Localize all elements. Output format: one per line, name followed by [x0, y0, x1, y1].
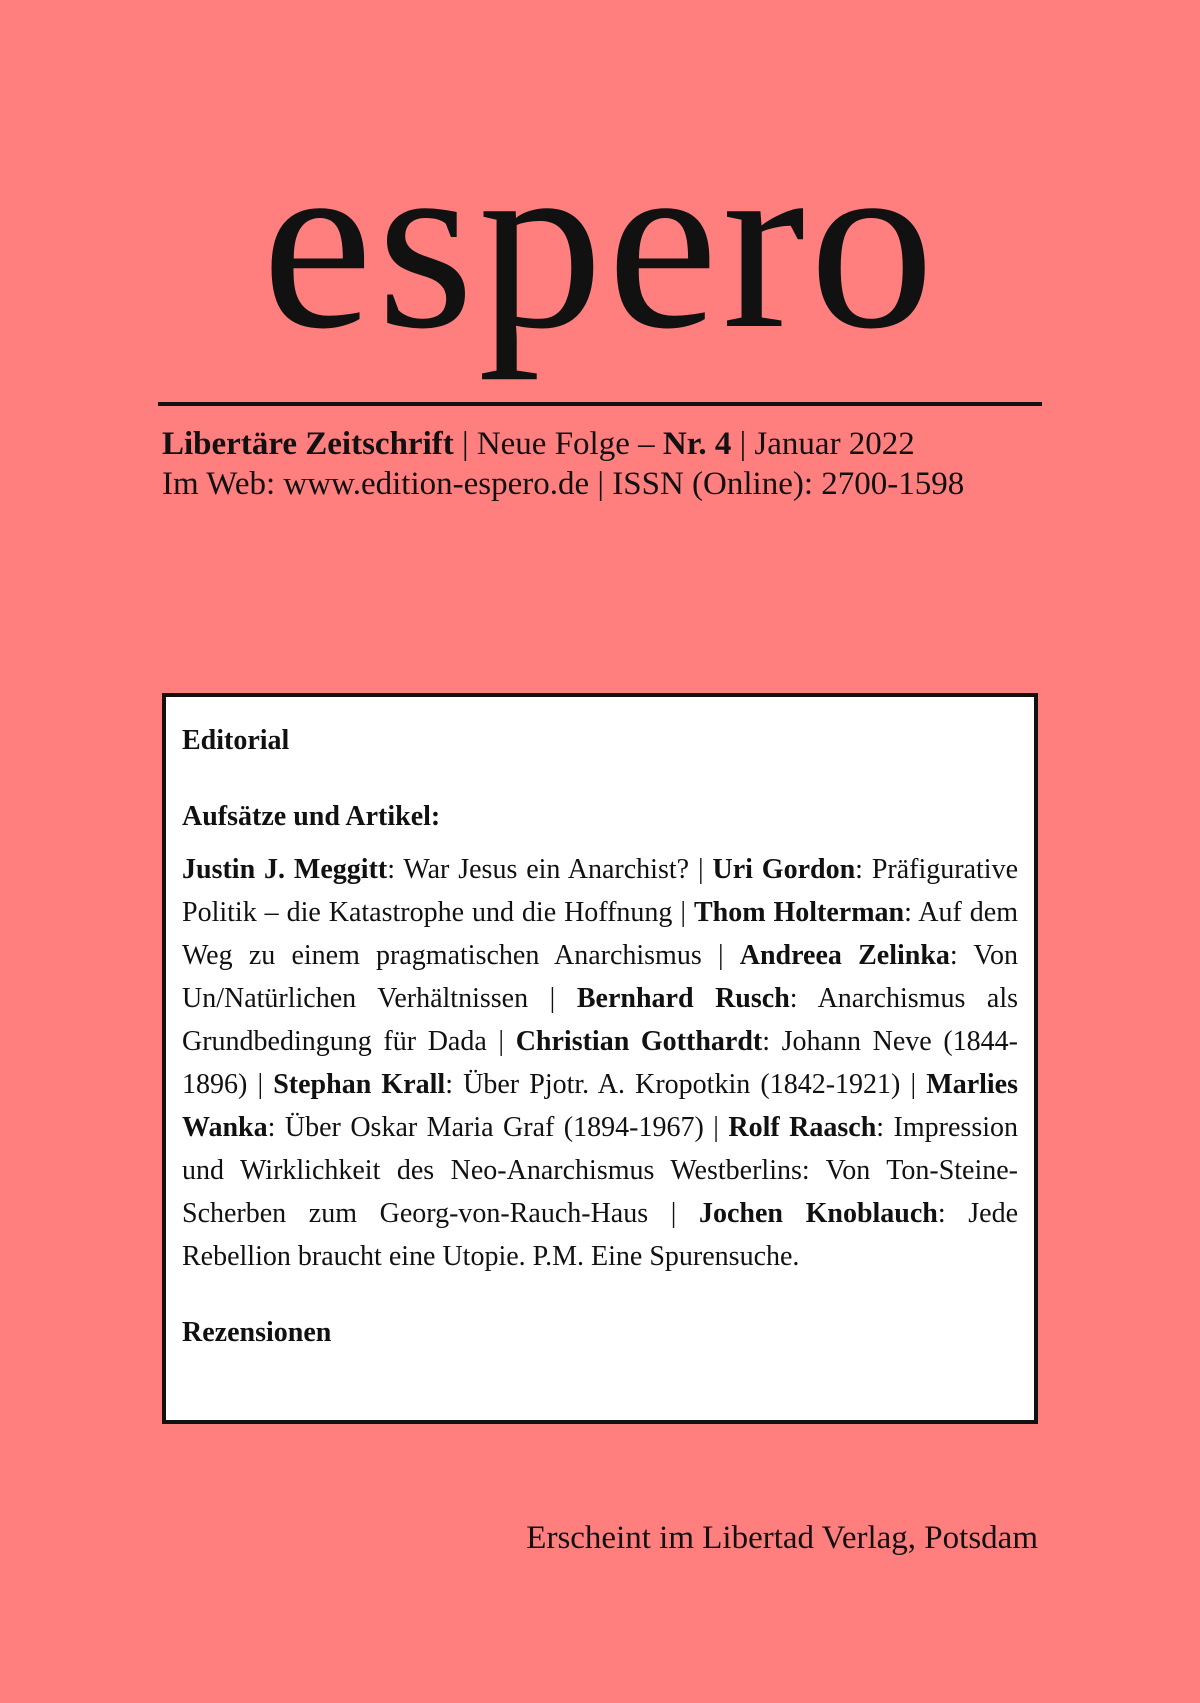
article-author: Justin J. Meggitt	[182, 854, 388, 885]
article-title: : Impression und Wirklichkeit des Neo-Anarchismus Westberlins: Von Ton-Steine-Scherben zum Georg-von-Rauch-Haus	[182, 1112, 1018, 1229]
masthead-title: espero	[261, 104, 939, 381]
article-separator: |	[900, 1069, 927, 1100]
article-separator: |	[247, 1069, 274, 1100]
article-title: : Von Un/Natürlichen Verhältnissen	[182, 940, 1019, 1014]
article-author: Rolf Raasch	[728, 1112, 877, 1143]
article-title: : Jede Rebellion braucht eine Utopie. P.M. Eine Spurensuche.	[182, 1198, 1019, 1272]
article-separator: |	[703, 1112, 729, 1143]
issue-number: Nr. 4	[662, 426, 732, 462]
article-separator: |	[648, 1198, 699, 1229]
article-title: : War Jesus ein Anarchist?	[387, 854, 690, 885]
journal-name: Libertäre Zeitschrift	[162, 426, 454, 462]
article-title: : Präfigurative Politik – die Katastrophe und die Hoffnung	[182, 854, 1019, 928]
toc-editorial: Editorial	[182, 725, 290, 756]
toc-reviews: Rezensionen	[182, 1317, 332, 1348]
article-author: Andreea Zelinka	[739, 940, 950, 971]
article-author: Stephan Krall	[273, 1069, 446, 1100]
article-author: Thom Holterman	[693, 897, 905, 928]
toc-articles-heading: Aufsätze und Artikel:	[182, 801, 441, 832]
article-separator: |	[701, 940, 740, 971]
table-of-contents	[162, 693, 1038, 1424]
publisher-line: Erscheint im Libertad Verlag, Potsdam	[526, 1520, 1038, 1556]
title-rule	[158, 402, 1042, 406]
issue-date: | Januar 2022	[731, 426, 915, 462]
article-separator: |	[528, 983, 577, 1014]
article-separator: |	[689, 854, 713, 885]
meta-sep-1: | Neue Folge –	[453, 426, 663, 462]
meta-line-2: Im Web: www.edition-espero.de | ISSN (Online): 2700-1598	[162, 466, 965, 502]
article-title: : Über Oskar Maria Graf (1894-1967)	[267, 1112, 704, 1143]
article-author: Marlies Wanka	[182, 1069, 1019, 1143]
article-title: : Auf dem Weg zu einem pragmatischen Anarchismus	[182, 897, 1018, 971]
toc-article-list	[182, 848, 1018, 1278]
article-title: : Über Pjotr. A. Kropotkin (1842-1921)	[445, 1069, 901, 1100]
article-author: Christian Gotthardt	[515, 1026, 763, 1057]
article-separator: |	[672, 897, 694, 928]
article-title: : Johann Neve (1844-1896)	[182, 1026, 1019, 1100]
article-separator: |	[486, 1026, 516, 1057]
meta-line-1	[162, 424, 1062, 464]
article-author: Bernhard Rusch	[576, 983, 790, 1014]
article-title: : Anarchismus als Grundbedingung für Dada	[182, 983, 1019, 1057]
issue-meta	[162, 424, 1062, 504]
article-author: Jochen Knoblauch	[698, 1198, 938, 1229]
article-author: Uri Gordon	[712, 854, 856, 885]
